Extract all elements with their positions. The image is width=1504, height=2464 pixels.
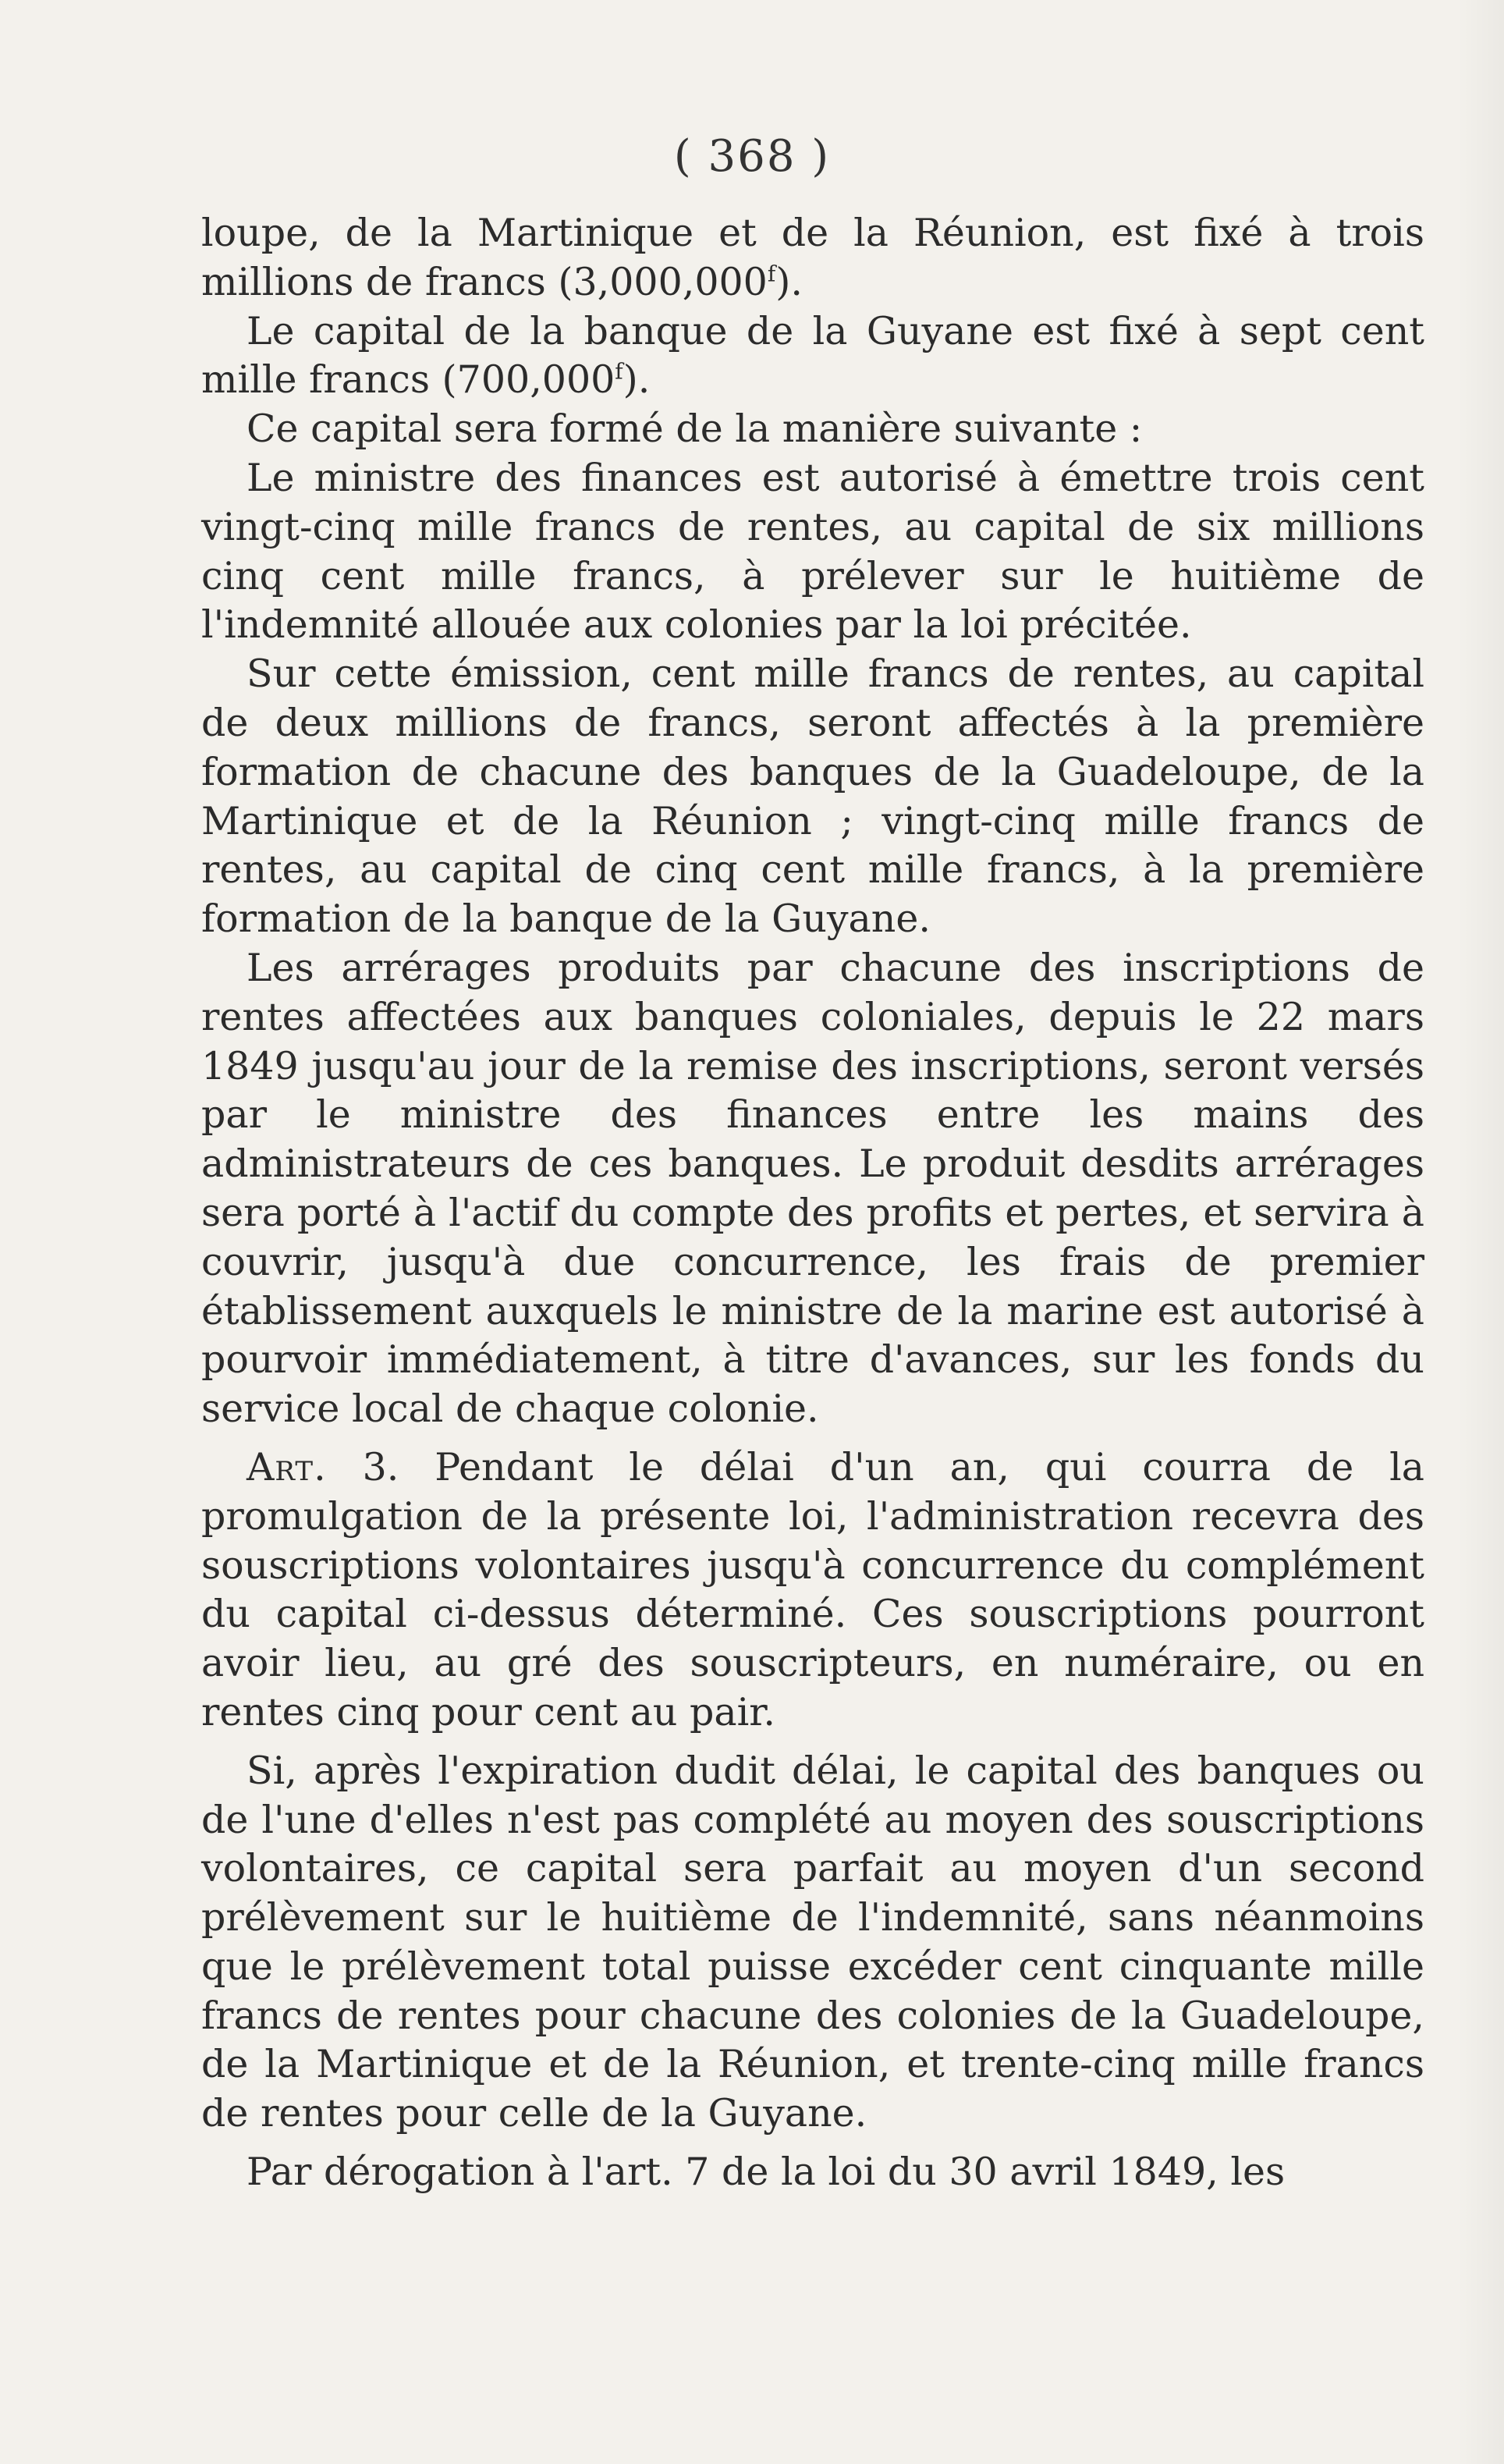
paragraph-derogation: Par dérogation à l'art. 7 de la loi du 30 avril 1849, les: [247, 2150, 1286, 2195]
paragraph-guyane-capital: [201, 307, 1424, 406]
paragraph-continuation: [201, 209, 1424, 307]
body-text: [201, 209, 1424, 2197]
franc-superscript: f: [767, 261, 776, 287]
paragraph-text: 3. Pendant le délai d'un an, qui courra de la promulgation de la présente loi, l'administration recevra des souscriptions volontaires jusqu'à concurrence du complément du capital ci-dessus déterminé. Ces souscriptions pourront avoir lieu, au gré des souscripteurs, en numéraire, ou en rentes cinq pour cent au pair.: [201, 1444, 1424, 1734]
paragraph-text-tail: ).: [623, 357, 651, 403]
paragraph-emission: Sur cette émission, cent mille francs de rentes, au capital de deux millions de francs, seront affectés à la première formation de chacune des banques de la Guadeloupe, de la Martinique et de la Réunion ; vingt-cinq mille francs de rentes, au capital de cinq cent mille francs, à la première formation de la banque de la Guyane.: [201, 652, 1424, 942]
paragraph-ministre-finances: Le ministre des finances est autorisé à émettre trois cent vingt-cinq mille francs de rentes, au capital de six millions cinq cent mille francs, à prélever sur le huitième de l'indemnité allouée aux colonies par la loi précitée.: [201, 455, 1424, 648]
paragraph-article-3: [201, 1443, 1424, 1738]
page-number: ( 368 ): [673, 131, 831, 182]
article-label: Art.: [247, 1444, 327, 1489]
page-edge-shadow: [1457, 0, 1504, 2464]
paragraph-text: loupe, de la Martinique et de la Réunion, est fixé à trois millions de francs (3,000,000: [201, 211, 1424, 304]
franc-superscript: f: [615, 359, 623, 385]
paragraph-capital-formation: Ce capital sera formé de la manière suivante :: [247, 407, 1143, 452]
paragraph-text-tail: ).: [775, 259, 803, 304]
paragraph-text: Le capital de la banque de la Guyane est fixé à sept cent mille francs (700,000: [201, 308, 1424, 403]
paragraph-arrerages: Les arrérages produits par chacune des inscriptions de rentes affectées aux banques coloniales, depuis le 22 mars 1849 jusqu'au jour de la remise des inscriptions, seront versés par le ministre des finances entre les mains des administrateurs de ces banques. Le produit desdits arrérages sera porté à l'actif du compte des profits et pertes, et servira à couvrir, jusqu'à due concurrence, les frais de premier établissement auxquels le ministre de la marine est autorisé à pourvoir immédiatement, à titre d'avances, sur les fonds du service local de chaque colonie.: [201, 945, 1424, 1432]
paragraph-expiration: Si, après l'expiration dudit délai, le capital des banques ou de l'une d'elles n'est pas complété au moyen des souscriptions volontaires, ce capital sera parfait au moyen d'un second prélèvement sur le huitième de l'indemnité, sans néanmoins que le prélèvement total puisse excéder cent cinquante mille francs de rentes pour chacune des colonies de la Guadeloupe, de la Martinique et de la Réunion, et trente-cinq mille francs de rentes pour celle de la Guyane.: [201, 1748, 1424, 2136]
